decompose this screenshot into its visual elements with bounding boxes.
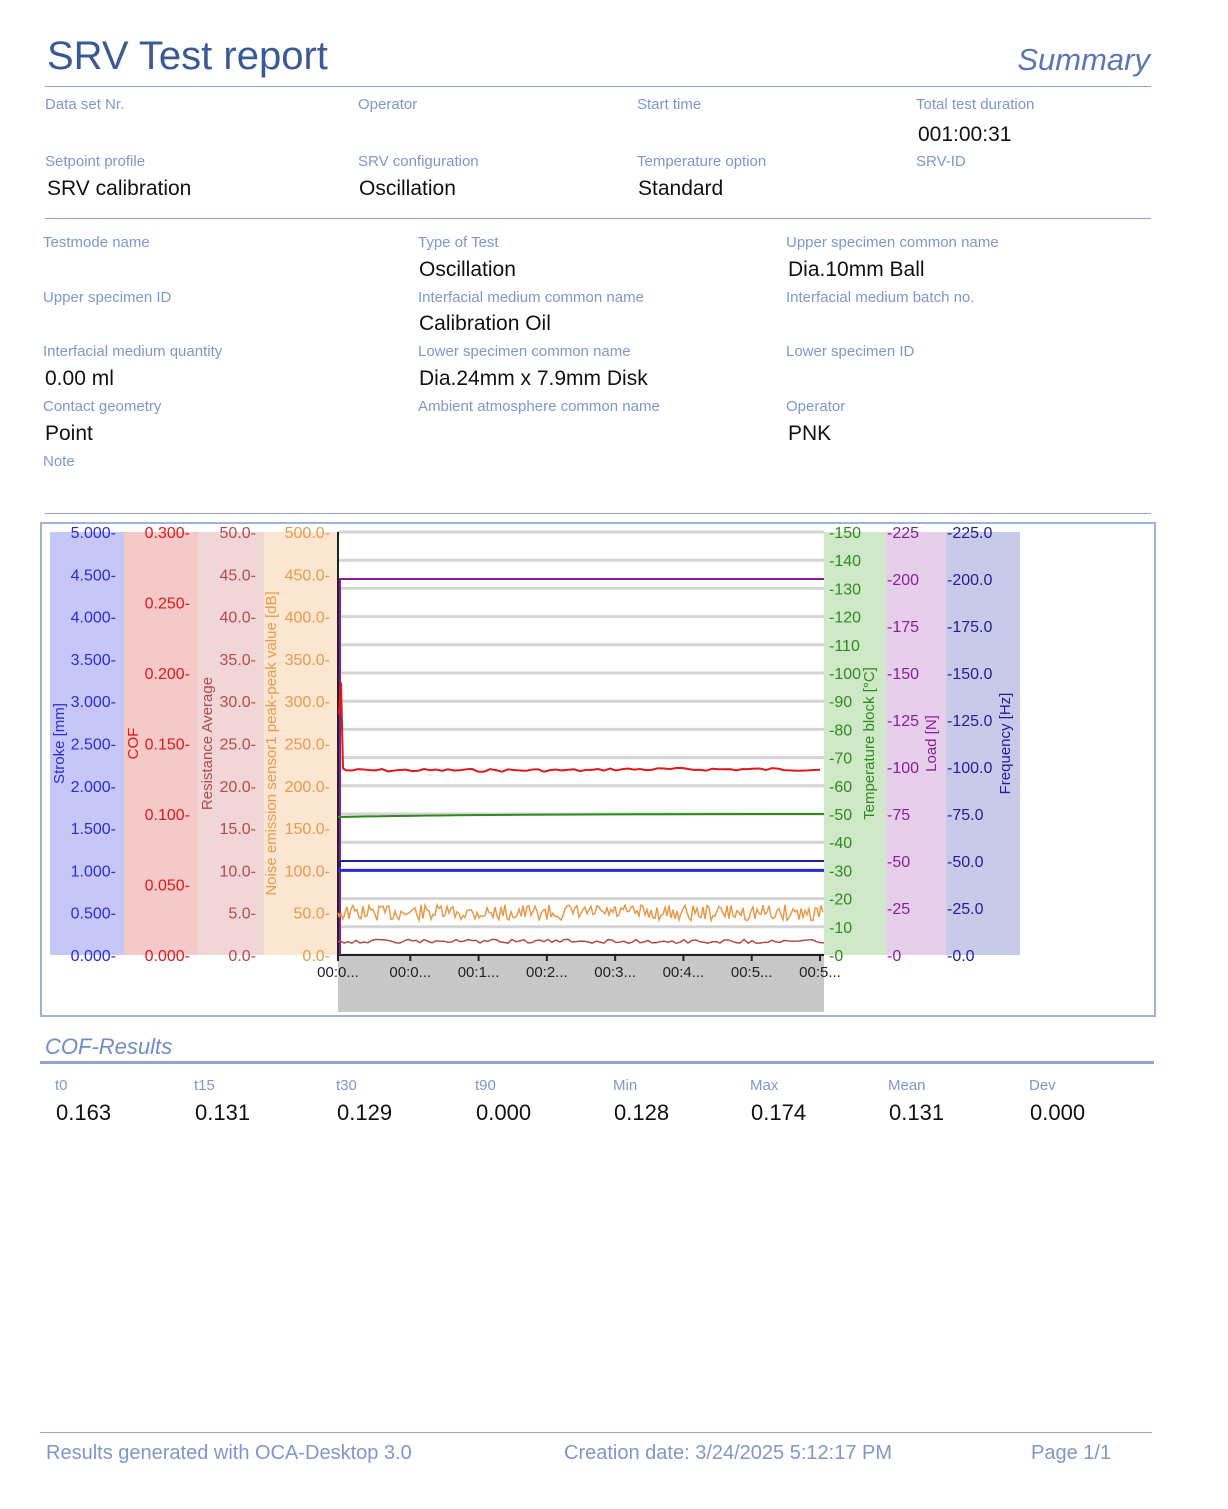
srv-config-label: SRV configuration <box>358 153 479 170</box>
axis-tick-label: -25.0 <box>947 901 984 918</box>
axis-tick-label: -75 <box>887 807 911 824</box>
axis-tick-label: 5.000- <box>70 525 116 542</box>
axis-tick-label: 0.150- <box>144 736 190 754</box>
axis-tick-label: -90 <box>829 694 853 712</box>
axis-tick-label: -100.0 <box>947 760 993 777</box>
cof-t90-value: 0.000 <box>476 1100 532 1125</box>
cof-max-value: 0.174 <box>751 1100 807 1125</box>
dataset-label: Data set Nr. <box>45 96 125 113</box>
x-tick-label: 00:5... <box>799 964 841 981</box>
cof-dev-value: 0.000 <box>1030 1100 1086 1125</box>
x-tick-label: 00:2... <box>526 964 568 981</box>
lower-id-label: Lower specimen ID <box>786 343 915 360</box>
cof-results-divider <box>40 1061 1154 1064</box>
cof-t15-value: 0.131 <box>195 1100 251 1125</box>
axis-tick-label: -225.0 <box>947 525 993 542</box>
medium-common-value: Calibration Oil <box>419 312 551 335</box>
x-tick-label: 00:0... <box>317 964 359 981</box>
axis-title: Frequency [Hz] <box>997 692 1014 795</box>
setpoint-profile-label: Setpoint profile <box>45 153 146 170</box>
axis-tick-label: 4.000- <box>70 609 116 627</box>
axis-tick-label: -50 <box>887 854 911 871</box>
footer-creation-date: Creation date: 3/24/2025 5:12:17 PM <box>564 1442 893 1464</box>
setpoint-profile-value: SRV calibration <box>47 177 192 200</box>
cof-max-label: Max <box>750 1077 779 1094</box>
axis-tick-label: 1.500- <box>70 821 116 839</box>
axis-tick-label: 250.0- <box>284 736 330 754</box>
axis-tick-label: -40 <box>829 835 853 853</box>
cof-dev-label: Dev <box>1029 1077 1056 1094</box>
axis-tick-label: 3.500- <box>70 651 116 669</box>
axis-tick-label: 450.0- <box>284 567 330 585</box>
srv-config-value: Oscillation <box>359 177 456 200</box>
cof-min-label: Min <box>613 1077 638 1094</box>
axis-tick-label: 0.050- <box>144 877 190 895</box>
contact-geometry-label: Contact geometry <box>43 398 162 415</box>
cof-t30-label: t30 <box>336 1077 357 1094</box>
cof-mean-label: Mean <box>888 1077 926 1094</box>
axis-tick-label: -10 <box>829 919 853 937</box>
axis-tick-label: 45.0- <box>219 567 256 585</box>
page-subtitle: Summary <box>1017 42 1150 77</box>
operator-label: Operator <box>358 96 418 113</box>
page-title: SRV Test report <box>47 34 328 78</box>
axis-tick-label: -0 <box>887 948 902 965</box>
axis-tick-label: -0.0 <box>947 948 975 965</box>
axis-tick-label: 500.0- <box>284 525 330 542</box>
axis-tick-label: -225 <box>887 525 920 542</box>
axis-tick-label: 5.0- <box>228 905 256 923</box>
axis-tick-label: 15.0- <box>219 821 256 839</box>
start-time-label: Start time <box>637 96 702 113</box>
axis-tick-label: 100.0- <box>284 863 330 881</box>
cof-t0-label: t0 <box>55 1077 68 1094</box>
x-tick-label: 00:1... <box>457 964 500 981</box>
axis-tick-label: 0.000- <box>70 948 116 965</box>
type-of-test-label: Type of Test <box>418 234 499 251</box>
axis-tick-label: -75.0 <box>947 807 984 824</box>
axis-tick-label: -200.0 <box>947 572 993 589</box>
axis-tick-label: -0 <box>829 948 844 965</box>
note-label: Note <box>43 453 75 470</box>
axis-tick-label: 10.0- <box>219 863 256 881</box>
axis-tick-label: -100 <box>887 760 920 777</box>
x-tick-label: 00:0... <box>389 964 432 981</box>
axis-tick-label: 300.0- <box>284 694 330 712</box>
axis-tick-label: -25 <box>887 901 911 918</box>
axis-tick-label: -150 <box>829 525 862 542</box>
axis-tick-label: 2.500- <box>70 736 116 754</box>
lower-common-label: Lower specimen common name <box>418 343 631 360</box>
total-duration-value: 001:00:31 <box>918 123 1012 146</box>
x-tick-label: 00:3... <box>594 964 636 981</box>
upper-common-label: Upper specimen common name <box>786 234 999 251</box>
axis-tick-label: -70 <box>829 750 853 768</box>
cof-t0-value: 0.163 <box>56 1100 112 1125</box>
cof-t15-label: t15 <box>194 1077 215 1094</box>
axis-tick-label: 40.0- <box>219 609 256 627</box>
axis-tick-label: -120 <box>829 609 862 627</box>
ambient-label: Ambient atmosphere common name <box>418 398 660 415</box>
lower-common-value: Dia.24mm x 7.9mm Disk <box>419 367 648 390</box>
axis-title: COF <box>125 727 142 760</box>
axis-tick-label: -60 <box>829 778 853 796</box>
axis-tick-label: -50.0 <box>947 854 984 871</box>
axis-tick-label: 50.0- <box>219 525 256 542</box>
axis-tick-label: 35.0- <box>219 651 256 669</box>
contact-geometry-value: Point <box>45 422 93 445</box>
axis-tick-label: 0.200- <box>144 666 190 683</box>
axis-tick-label: -175.0 <box>947 619 993 636</box>
axis-title: Load [N] <box>923 715 940 772</box>
axis-title: Resistance Average <box>199 676 216 811</box>
axis-tick-label: 0.300- <box>144 525 190 542</box>
type-of-test-value: Oscillation <box>419 258 516 281</box>
cof-mean-value: 0.131 <box>889 1100 945 1125</box>
axis-tick-label: -130 <box>829 581 862 599</box>
temp-option-value: Standard <box>638 177 724 200</box>
cof-t30-value: 0.129 <box>337 1100 393 1125</box>
axis-tick-label: 0.0- <box>228 948 256 965</box>
axis-tick-label: -175 <box>887 619 920 636</box>
axis-tick-label: 50.0- <box>293 905 330 923</box>
plot-area <box>338 532 824 955</box>
axis-tick-label: 0.500- <box>70 905 116 923</box>
medium-common-label: Interfacial medium common name <box>418 289 644 306</box>
axis-tick-label: 0.000- <box>144 948 190 965</box>
axis-tick-label: 350.0- <box>284 651 330 669</box>
axis-tick-label: -140 <box>829 553 862 571</box>
axis-tick-label: 0.100- <box>144 807 190 824</box>
upper-common-value: Dia.10mm Ball <box>788 258 925 281</box>
axis-tick-label: 0.0- <box>302 948 330 965</box>
footer-divider <box>40 1432 1152 1433</box>
axis-tick-label: 25.0- <box>219 736 256 754</box>
footer-page-number: Page 1/1 <box>1031 1442 1112 1464</box>
axis-title: Noise emission sensor1 peak-peak value [dB] <box>263 591 280 896</box>
total-duration-label: Total test duration <box>916 96 1035 113</box>
axis-tick-label: 2.000- <box>70 778 116 796</box>
temp-option-label: Temperature option <box>637 153 767 170</box>
srv-id-label: SRV-ID <box>916 153 966 170</box>
axis-title: Stroke [mm] <box>51 703 68 784</box>
axis-tick-label: 400.0- <box>284 609 330 627</box>
axis-tick-label: -125 <box>887 713 920 730</box>
axis-title: Temperature block [°C] <box>861 667 878 820</box>
cof-results-title: COF-Results <box>45 1034 173 1059</box>
axis-tick-label: 200.0- <box>284 778 330 796</box>
axis-tick-label: -125.0 <box>947 713 993 730</box>
axis-tick-label: -80 <box>829 722 853 740</box>
axis-tick-label: -50 <box>829 807 853 824</box>
axis-tick-label: -30 <box>829 863 853 881</box>
medium-qty-value: 0.00 ml <box>45 367 114 390</box>
operator2-label: Operator <box>786 398 846 415</box>
axis-tick-label: -100 <box>829 666 862 683</box>
axis-tick-label: 1.000- <box>70 863 116 881</box>
axis-tick-label: 3.000- <box>70 694 116 712</box>
axis-tick-label: 0.250- <box>144 595 190 613</box>
x-tick-label: 00:4... <box>662 964 705 981</box>
axis-tick-label: 4.500- <box>70 567 116 585</box>
cof-t90-label: t90 <box>475 1077 496 1094</box>
medium-qty-label: Interfacial medium quantity <box>43 343 223 360</box>
axis-tick-label: -20 <box>829 891 853 909</box>
upper-id-label: Upper specimen ID <box>43 289 172 306</box>
axis-tick-label: -150 <box>887 666 920 683</box>
footer-generated: Results generated with OCA-Desktop 3.0 <box>46 1442 412 1464</box>
testmode-label: Testmode name <box>43 234 150 251</box>
x-tick-label: 00:5... <box>730 964 773 981</box>
axis-tick-label: -150.0 <box>947 666 993 683</box>
operator2-value: PNK <box>788 422 832 445</box>
cof-min-value: 0.128 <box>614 1100 670 1125</box>
axis-tick-label: 30.0- <box>219 694 256 712</box>
axis-tick-label: 20.0- <box>219 778 256 796</box>
axis-tick-label: 150.0- <box>284 821 330 839</box>
medium-batch-label: Interfacial medium batch no. <box>786 289 975 306</box>
axis-tick-label: -200 <box>887 572 920 589</box>
axis-tick-label: -110 <box>829 637 860 655</box>
